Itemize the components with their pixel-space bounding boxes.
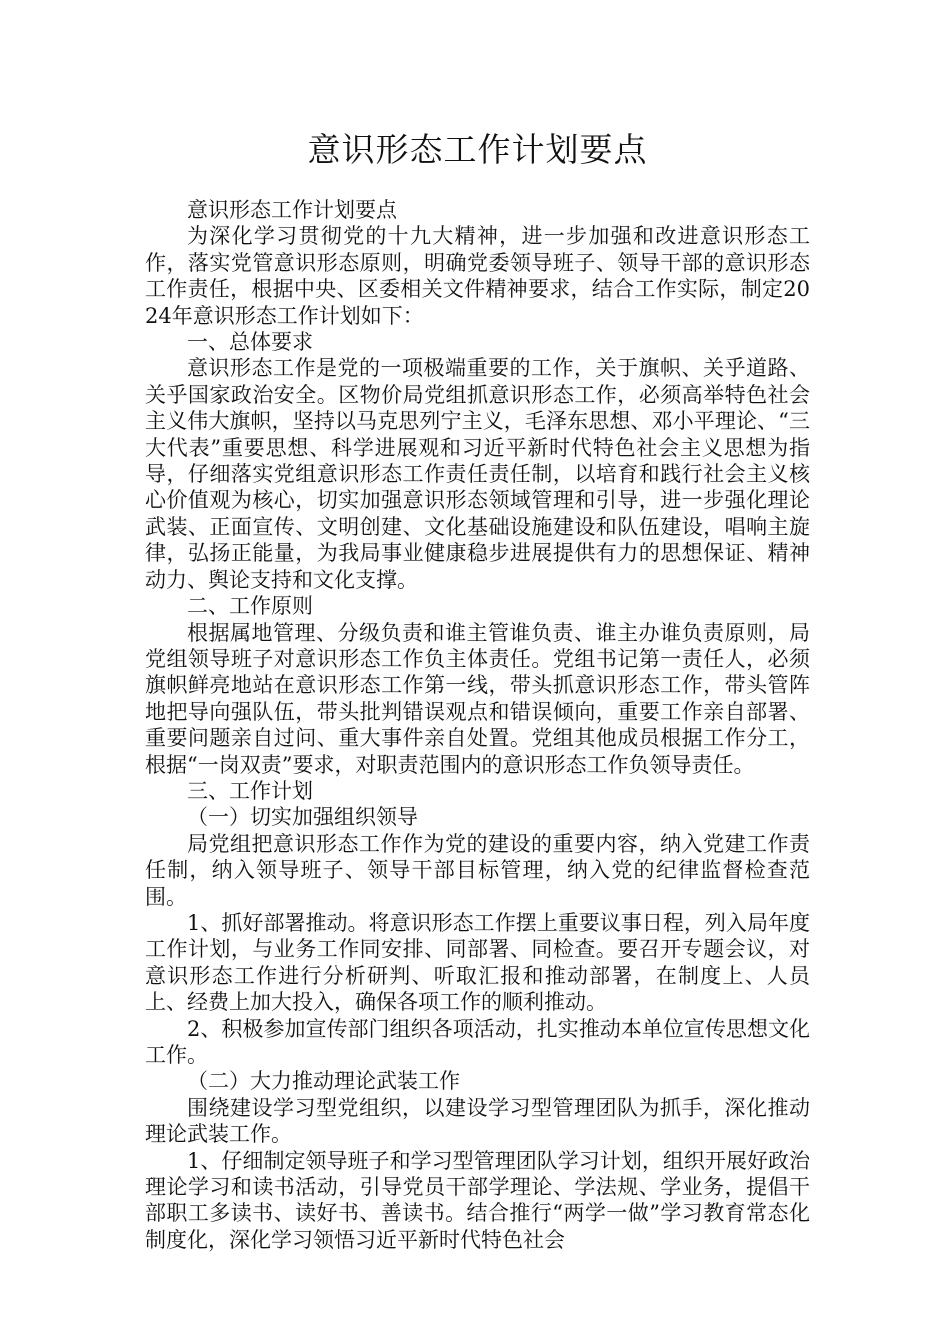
heading-subsection-2: （二）大力推动理论武装工作	[187, 1069, 460, 1094]
paragraph-work-principles: 根据属地管理、分级负责和谁主管谁负责、谁主办谁负责原则，局党组领导班子对意识形态工作负主体责任。党组书记第一责任人，必须旗帜鲜亮地站在意识形态工作第一线，带头抓意识形态工作，带头管阵地把导向强队伍，带头批判错误观点和错误倾向，重要工作亲自部署、重要问题亲自过问、重大事件亲自处置。党组其他成员根据工作分工，根据“一岗双责”要求，对职责范围内的意识形态工作负领导责任。	[145, 620, 810, 777]
document-title: 意识形态工作计划要点	[307, 130, 648, 169]
paragraph-organization-leadership: 局党组把意识形态工作作为党的建设的重要内容，纳入党建工作责任制，纳入领导班子、领导干部目标管理，纳入党的纪律监督检查范围。	[145, 831, 810, 909]
paragraph-study-plan: 1、仔细制定领导班子和学习型管理团队学习计划，组织开展好政治理论学习和读书活动，引导党员干部学理论、学法规、学业务，提倡干部职工多读书、读好书、善读书。结合推行“两学一做”学习教育常态化制度化，深化学习领悟习近平新时代特色社会	[145, 1148, 810, 1252]
paragraph-item-2: 2、积极参加宣传部门组织各项活动，扎实推动本单位宣传思想文化工作。	[145, 1016, 810, 1067]
heading-section-2: 二、工作原则	[187, 594, 313, 619]
heading-section-3: 三、工作计划	[187, 778, 313, 803]
paragraph-theory-work: 围绕建设学习型党组织，以建设学习型管理团队为抓手，深化推动理论武装工作。	[145, 1095, 810, 1147]
heading-subsection-1: （一）切实加强组织领导	[187, 805, 418, 830]
paragraph-intro: 为深化学习贯彻党的十九大精神，进一步加强和改进意识形态工作，落实党管意识形态原则，明确党委领导班子、领导干部的意识形态工作责任，根据中央、区委相关文件精神要求，结合工作实际，制定2024年意识形态工作计划如下：	[145, 224, 810, 328]
heading-section-1: 一、总体要求	[187, 330, 313, 355]
paragraph-general-requirements: 意识形态工作是党的一项极端重要的工作，关于旗帜、关乎道路、关乎国家政治安全。区物价局党组抓意识形态工作，必须高举特色社会主义伟大旗帜，坚持以马克思列宁主义，毛泽东思想、邓小平理论、“三大代表”重要思想、科学进展观和习近平新时代特色社会主义思想为指导，仔细落实党组意识形态工作责任责任制，以培育和践行社会主义核心价值观为核心，切实加强意识形态领域管理和引导，进一步强化理论武装、正面宣传、文明创建、文化基础设施建设和队伍建设，唱响主旋律，弘扬正能量，为我局事业健康稳步进展提供有力的思想保证、精神动力、舆论支持和文化支撑。	[145, 356, 810, 592]
paragraph-item-1: 1、抓好部署推动。将意识形态工作摆上重要议事日程，列入局年度工作计划，与业务工作同安排、同部署、同检查。要召开专题会议，对意识形态工作进行分析研判、听取汇报和推动部署，在制度上、人员上、经费上加大投入，确保各项工作的顺利推动。	[145, 910, 810, 1015]
document-body	[145, 197, 810, 1253]
paragraph-subtitle: 意识形态工作计划要点	[187, 198, 397, 222]
